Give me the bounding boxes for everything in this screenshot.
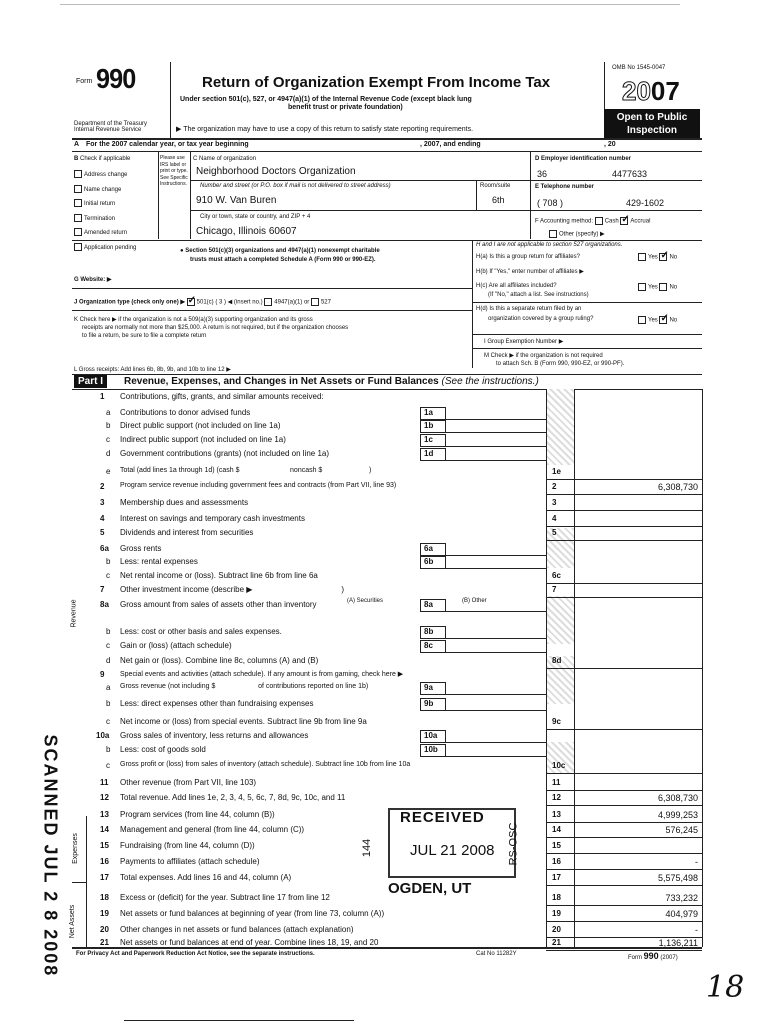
line-amount[interactable]: 5,575,498 [657, 873, 698, 883]
column-label: 2 [552, 482, 557, 491]
part-1-label: Part I [74, 375, 107, 388]
org-name-label: C Name of organization [193, 156, 257, 162]
street-rule [190, 210, 530, 211]
omb-number: OMB No 1545-0047 [612, 65, 666, 71]
inner-amount-field[interactable] [446, 710, 546, 711]
line-number: 3 [100, 498, 105, 507]
please-print-note: Please use IRS label or print or type. See Specific Instructions. [160, 155, 188, 187]
line-item [0, 571, 770, 585]
row-rule [546, 773, 702, 774]
inner-box-label: 8a [420, 599, 446, 612]
row-a-mid: , 2007, and ending [420, 141, 481, 148]
footer-form: Form 990 (2007) [628, 951, 678, 961]
line-number: 6a [100, 544, 109, 553]
line-number: 19 [100, 909, 109, 918]
line-item [0, 938, 770, 952]
line-number: 8a [100, 600, 109, 609]
form-word: Form [76, 78, 93, 85]
inner-amount-field[interactable] [446, 742, 546, 743]
column-label: 12 [552, 793, 561, 802]
cash-checkbox[interactable] [595, 217, 603, 225]
g-rule [72, 288, 472, 289]
received-date: JUL 21 2008 [410, 842, 495, 859]
row-rule [546, 822, 702, 823]
check-address-change[interactable]: Address change [74, 168, 136, 183]
group-exemption: I Group Exemption Number ▶ [484, 339, 564, 345]
line-description: Gross profit or (loss) from sales of inventory (attach schedule). Subtract line 10b from line 10a [120, 761, 411, 768]
check-termination[interactable]: Termination [74, 212, 136, 227]
line-number: 10a [96, 731, 110, 740]
inner-box-label: 1c [420, 434, 446, 447]
row-rule [546, 950, 702, 951]
check-m-2: to attach Sch. B (Form 990, 990-EZ, or 990-PF). [496, 361, 625, 367]
dept-treasury: Department of the Treasury [74, 121, 148, 127]
column-label: 5 [552, 528, 557, 537]
line-description: Less: cost or other basis and sales expenses. [120, 627, 282, 636]
line-description: Program services (from line 44, column (B)) [120, 810, 275, 819]
h-a: H(a) Is this a group return for affiliates? [476, 254, 580, 260]
h-b: H(b) If "Yes," enter number of affiliates ▶ [476, 269, 584, 275]
row-rule [546, 885, 702, 886]
row-a-rule [72, 151, 702, 152]
527-checkbox[interactable] [311, 298, 319, 306]
line-item [0, 925, 770, 939]
check-m: M Check ▶ if the organization is not required [484, 353, 603, 359]
line-number: c [106, 717, 110, 726]
inner-box-label: 8b [420, 626, 446, 639]
line-description: Net assets or fund balances at end of year. Combine lines 18, 19, and 20 [120, 938, 379, 947]
column-label: 21 [552, 938, 561, 947]
handwritten-page-number: 18 [706, 970, 745, 1005]
line-amount[interactable]: 733,232 [665, 893, 698, 903]
line-amount[interactable]: 6,308,730 [657, 793, 698, 803]
row-rule [546, 540, 702, 541]
ein-rule [530, 180, 702, 181]
line-item [0, 699, 770, 713]
row-rule [546, 805, 702, 806]
line-amount[interactable]: 1,136,211 [658, 938, 698, 948]
inner-box-label: 10b [420, 744, 446, 757]
side-net-assets: Net Assets [69, 904, 77, 939]
line-description: Gross rents [120, 544, 162, 553]
hc-no[interactable] [659, 283, 667, 291]
line-number: c [106, 435, 110, 444]
column-label: 13 [552, 810, 561, 819]
ha-no[interactable] [659, 253, 667, 261]
inner-box-label: 10a [420, 730, 446, 743]
city-state-zip[interactable]: Chicago, Illinois 60607 [196, 226, 297, 237]
line-item [0, 467, 770, 481]
inner-amount-field[interactable] [446, 652, 546, 653]
column-label: 19 [552, 909, 561, 918]
line-number: 18 [100, 893, 109, 902]
col-8b-other: (B) Other [462, 598, 487, 604]
scanned-stamp: SCANNED JUL 2 8 2008 [40, 734, 61, 978]
side-expenses: Expenses [71, 833, 79, 864]
h-c: H(c) Are all affiliates included? [476, 283, 557, 289]
row-bf-bottom [72, 240, 702, 241]
hd-rule [472, 334, 702, 335]
line-number: 9 [100, 670, 105, 679]
line-description: Net income or (loss) from special events. Subtract line 9b from line 9a [120, 717, 367, 726]
row-a-label: A [74, 141, 80, 148]
line-number: 21 [100, 938, 109, 947]
line-description: Other changes in net assets or fund balances (attach explanation) [120, 925, 354, 934]
phone-label: E Telephone number [535, 184, 594, 190]
footer-cat: Cat No 11282Y [476, 951, 517, 957]
line-description: Total revenue. Add lines 1e, 2, 3, 4, 5, 6c, 7, 8d, 9c, 10c, and 11 [120, 793, 346, 802]
hc-rule [472, 302, 702, 303]
row-b-head: B Check if applicable [74, 156, 131, 162]
column-label: 18 [552, 893, 561, 902]
org-name-rule [190, 180, 530, 181]
column-label: 11 [552, 778, 561, 787]
row-rule [546, 583, 702, 584]
row-rule [546, 853, 702, 854]
row-rule [546, 494, 702, 495]
column-label: 9c [552, 717, 561, 726]
line-amount[interactable]: 576,245 [665, 825, 698, 835]
row-rule [546, 510, 702, 511]
side-revenue: Revenue [70, 599, 78, 628]
line-number: d [106, 449, 111, 458]
line-item [0, 909, 770, 923]
line-item [0, 482, 770, 496]
column-label: 17 [552, 873, 561, 882]
line-number: b [106, 627, 111, 636]
row-rule [546, 526, 702, 527]
line-description: Special events and activities (attach schedule). If any amount is from gaming, check here ▶ [120, 671, 404, 678]
footer-rule [72, 947, 702, 949]
line-description: Dividends and interest from securities [120, 528, 254, 537]
column-label: 14 [552, 825, 561, 834]
street-address[interactable]: 910 W. Van Buren [196, 195, 277, 206]
501c-checkbox[interactable] [187, 298, 195, 306]
form-subtitle-2: benefit trust or private foundation) [288, 104, 403, 111]
tax-year: 2007 [622, 76, 680, 106]
inner-box-label: 1b [420, 420, 446, 433]
line-number: b [106, 421, 111, 430]
line-description: Less: direct expenses other than fundraising expenses [120, 699, 314, 708]
row-b-checklist [74, 168, 136, 255]
col-8a-securities: (A) Securities [347, 598, 384, 604]
row-rule [546, 597, 702, 598]
line-item [0, 514, 770, 528]
h-d: H(d) Is this a separate return filed by an [476, 306, 582, 312]
line-number: 15 [100, 841, 109, 850]
line-number: 4 [100, 514, 105, 523]
line-item [0, 893, 770, 907]
line-item [0, 641, 770, 655]
check-amended-return[interactable]: Amended return [74, 226, 136, 241]
inner-amount-field[interactable] [446, 419, 546, 420]
h-d-yesno: Yes ✓ No [638, 316, 677, 324]
h-head: H and I are not applicable to section 527 organizations. [476, 242, 623, 248]
line-number: d [106, 656, 111, 665]
line-number: 5 [100, 528, 105, 537]
row-b-divider [158, 151, 159, 239]
column-label: 6c [552, 571, 561, 580]
h-c-2: (If "No," attach a list. See instructions) [488, 292, 589, 298]
room-label: Room/suite [480, 183, 511, 189]
l-rule [72, 374, 702, 375]
accounting-method: F Accounting method: Cash ✓ Accrual [535, 217, 650, 225]
hd-yes[interactable] [638, 316, 646, 324]
state-notice: ▶ The organization may have to use a copy of this return to satisfy state reporting requirements. [176, 126, 474, 133]
inner-box-label: 1a [420, 407, 446, 420]
line-description: Gross revenue (not including $ of contributions reported on line 1b) [120, 683, 369, 690]
hd-no[interactable] [659, 316, 667, 324]
line-item [0, 435, 770, 449]
org-type: J Organization type (check only one) ▶ ✓ 501(c) ( 3 ) ◀ (insert no.) 4947(a)(1) or 527 [74, 298, 331, 306]
row-a-text: For the 2007 calendar year, or tax year beginning [86, 141, 249, 148]
line-number: 7 [100, 585, 105, 594]
line-number: c [106, 761, 110, 770]
inner-box-label: 6b [420, 556, 446, 569]
line-number: e [106, 467, 111, 476]
row-a-end: , 20 [604, 141, 616, 148]
line-number: 17 [100, 873, 109, 882]
row-rule [546, 837, 702, 838]
section-501-note-2: trusts must attach a completed Schedule A (Form 990 or 990-EZ). [190, 257, 376, 263]
inner-box-label: 8c [420, 640, 446, 653]
line-description: Indirect public support (not included on line 1a) [120, 435, 286, 444]
part-1-rule [72, 389, 702, 390]
line-description: Program service revenue including government fees and contracts (from Part VII, line 93) [120, 482, 397, 489]
column-label: 8d [552, 656, 562, 665]
dept-irs: Internal Revenue Service [74, 127, 142, 133]
org-name[interactable]: Neighborhood Doctors Organization [196, 166, 356, 177]
inner-amount-field[interactable] [446, 638, 546, 639]
line-amount[interactable]: - [695, 857, 698, 867]
line-description: Less: cost of goods sold [120, 745, 206, 754]
line-amount[interactable]: 4,999,253 [657, 810, 698, 820]
room-divider [476, 180, 477, 210]
line-number: b [106, 699, 111, 708]
line-description: Membership dues and assessments [120, 498, 249, 507]
line-number: b [106, 557, 111, 566]
line-amount[interactable]: 6,308,730 [657, 482, 698, 492]
line-item [0, 557, 770, 571]
inner-amount-field[interactable] [446, 432, 546, 433]
bottom-edge-line [124, 1020, 354, 1021]
line-number: a [106, 683, 111, 692]
line-description: Total (add lines 1a through 1d) (cash $ noncash $ ) [120, 467, 372, 474]
part-1-title: Revenue, Expenses, and Changes in Net Assets or Fund Balances (See the instructions.) [124, 376, 539, 387]
line-description: Management and general (from line 44, column (C)) [120, 825, 305, 834]
line-number: c [106, 641, 110, 650]
line-description: Gross amount from sales of assets other than inventory [120, 600, 317, 609]
ein-prefix[interactable]: 36 [537, 169, 548, 179]
row-d-divider [530, 151, 531, 239]
other-method-checkbox[interactable] [549, 230, 557, 238]
inner-amount-field[interactable] [446, 555, 546, 556]
inner-box-label: 1d [420, 448, 446, 461]
row-rule [546, 668, 702, 669]
4947-checkbox[interactable] [264, 298, 272, 306]
inner-box-label: 9a [420, 682, 446, 695]
row-rule [546, 869, 702, 870]
line-item [0, 392, 770, 406]
inner-amount-field[interactable] [446, 611, 546, 612]
inner-amount-field[interactable] [446, 756, 546, 757]
line-number: 14 [100, 825, 109, 834]
row-k: K Check here ▶ if the organization is not a 509(a)(3) supporting organization and its gross receipts are normally not more than $25,000. A return is not required, but if the organization chooses to file a return, be sure to file a complete return [74, 317, 349, 339]
row-rule [546, 729, 702, 730]
received-text: RECEIVED [400, 809, 485, 826]
i-rule [472, 348, 702, 349]
line-description: Excess or (deficit) for the year. Subtract line 17 from line 12 [120, 893, 330, 902]
line-item [0, 778, 770, 792]
line-item [0, 717, 770, 731]
column-label: 1e [552, 467, 561, 476]
line-item [0, 627, 770, 641]
column-label: 20 [552, 925, 561, 934]
line-item [0, 449, 770, 463]
stamp-code: RS-OSC [507, 822, 520, 866]
line-item [0, 421, 770, 435]
h-c-yesno: Yes No [638, 283, 677, 291]
row-rule [546, 921, 702, 922]
inner-box-label: 9b [420, 698, 446, 711]
form-subtitle-1: Under section 501(c), 527, or 4947(a)(1) of the Internal Revenue Code (except black lung [180, 96, 472, 103]
column-label: 15 [552, 841, 561, 850]
check-initial-return[interactable]: Initial return [74, 197, 136, 212]
line-number: 12 [100, 793, 109, 802]
line-item [0, 528, 770, 542]
j-rule [72, 310, 472, 311]
line-item [0, 670, 770, 684]
line-number: 11 [100, 778, 109, 787]
line-item [0, 408, 770, 422]
line-amount[interactable]: - [695, 925, 698, 935]
line-description: Gain or (loss) (attach schedule) [120, 641, 232, 650]
line-description: Contributions, gifts, grants, and similar amounts received: [120, 392, 324, 401]
line-number: 16 [100, 857, 109, 866]
line-description: Fundraising (from line 44, column (D)) [120, 841, 255, 850]
inner-amount-field[interactable] [446, 568, 546, 569]
ein-number[interactable]: 4477633 [612, 169, 648, 179]
line-item [0, 810, 770, 824]
city-label: City or town, state or country, and ZIP + 4 [200, 214, 311, 220]
line-item [0, 656, 770, 670]
section-501-note: ● Section 501(c)(3) organizations and 4947(a)(1) nonexempt charitable [180, 248, 380, 254]
line-number: 2 [100, 482, 105, 491]
line-item [0, 857, 770, 871]
line-number: c [106, 571, 110, 580]
column-label: 4 [552, 514, 557, 523]
line-description: Contributions to donor advised funds [120, 408, 251, 417]
ein-label: D Employer identification number [535, 156, 632, 162]
row-rule [546, 790, 702, 791]
line-item [0, 600, 770, 614]
check-application-pending[interactable]: Application pending [74, 241, 136, 256]
line-item [0, 683, 770, 697]
line-description: Net assets or fund balances at beginning of year (from line 73, column (A)) [120, 909, 385, 918]
ha-yes[interactable] [638, 253, 646, 261]
line-number: b [106, 745, 111, 754]
row-rule [546, 905, 702, 906]
line-description: Direct public support (not included on line 1a) [120, 421, 281, 430]
line-amount[interactable]: 404,979 [665, 909, 698, 919]
accounting-other: Other (specify) ▶ [549, 230, 605, 238]
column-label: 16 [552, 857, 561, 866]
accrual-checkbox[interactable] [620, 217, 628, 225]
line-item [0, 825, 770, 839]
line-number: 1 [100, 392, 105, 401]
website-label: G Website: ▶ [74, 277, 112, 283]
received-city: OGDEN, UT [388, 880, 472, 897]
inner-box-label: 6a [420, 543, 446, 556]
line-number: 13 [100, 810, 109, 819]
row-c-divider [190, 151, 191, 239]
phone-number[interactable]: 429-1602 [626, 198, 665, 208]
h-d-2: organization covered by a group ruling? [488, 316, 594, 322]
top-edge-line [60, 4, 680, 5]
phone-rule [530, 210, 702, 211]
hc-yes[interactable] [638, 283, 646, 291]
line-description: Payments to affiliates (attach schedule) [120, 857, 260, 866]
form-number: 990 [96, 63, 136, 94]
form-title: Return of Organization Exempt From Income Tax [202, 74, 551, 91]
line-description: Government contributions (grants) (not included on line 1a) [120, 449, 329, 458]
h-a-yesno: Yes ✓ No [638, 253, 677, 261]
line-description: Other revenue (from Part VII, line 103) [120, 778, 257, 787]
column-label: 10c [552, 761, 566, 770]
header-divider-left [170, 62, 171, 138]
header-bottom-rule [72, 138, 702, 140]
check-name-change[interactable]: Name change [74, 183, 136, 198]
line-item [0, 793, 770, 807]
line-description: Less: rental expenses [120, 557, 198, 566]
row-l: L Gross receipts: Add lines 6b, 8b, 9b, and 10b to line 12 ▶ [74, 367, 231, 373]
line-item [0, 585, 770, 599]
column-label: 3 [552, 498, 557, 507]
inner-amount-field[interactable] [446, 694, 546, 695]
line-description: Interest on savings and temporary cash investments [120, 514, 305, 523]
phone-area[interactable]: ( 708 ) [537, 198, 564, 208]
street-label: Number and street (or P.O. box if mail is not delivered to street address) [200, 183, 391, 189]
line-description: Net gain or (loss). Combine line 8c, columns (A) and (B) [120, 656, 319, 665]
stamp-number: 144 [361, 838, 374, 858]
line-item [0, 873, 770, 887]
open-to-public-badge: Open to Public Inspection [604, 109, 700, 138]
line-item [0, 498, 770, 512]
line-item [0, 745, 770, 759]
room-suite[interactable]: 6th [492, 195, 505, 205]
line-description: Total expenses. Add lines 16 and 44, column (A) [120, 873, 292, 882]
line-description: Other investment income (describe ▶ ) [120, 585, 344, 594]
line-item [0, 761, 770, 775]
line-item [0, 544, 770, 558]
line-item [0, 731, 770, 745]
footer-notice: For Privacy Act and Paperwork Reduction Act Notice, see the separate instructions. [76, 951, 315, 957]
inner-amount-field[interactable] [446, 446, 546, 447]
column-label: 7 [552, 585, 557, 594]
row-rule [546, 479, 702, 480]
inner-amount-field[interactable] [446, 460, 546, 461]
line-description: Net rental income or (loss). Subtract line 6b from line 6a [120, 571, 318, 580]
line-number: a [106, 408, 111, 417]
line-number: 20 [100, 925, 109, 934]
line-description: Gross sales of inventory, less returns and allowances [120, 731, 309, 740]
